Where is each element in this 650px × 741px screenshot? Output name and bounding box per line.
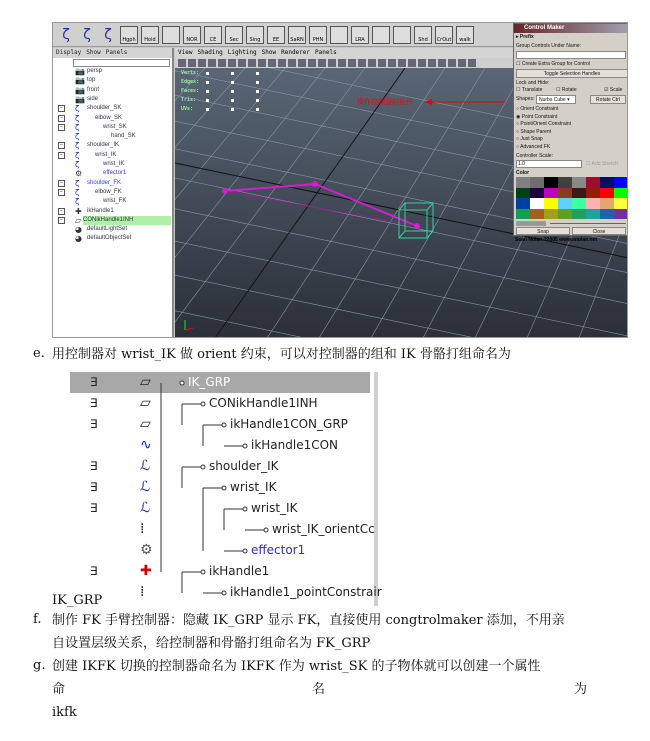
outliner-item-label: ikHandle1CON [251,438,339,452]
color-swatch[interactable] [614,198,628,209]
expand-toggle[interactable]: − [58,124,65,131]
viewport-tool-icon[interactable] [328,59,336,67]
group-icon: ▱ [140,374,151,390]
curve-icon: ∿ [140,437,152,453]
outliner-item[interactable]: shoulder_IK [87,142,120,149]
outliner-item-label: IK_GRP [188,375,231,389]
color-swatch[interactable] [586,177,600,188]
color-swatch[interactable] [614,209,628,220]
shelf-button[interactable] [372,26,390,44]
outliner-item[interactable]: CONikHandle1INH [83,216,171,225]
color-swatch[interactable] [530,209,544,220]
credit-text: Sean Nolan ?2005 www.snolan.net [515,237,598,243]
shelf-button[interactable]: EE [267,26,285,44]
shapes-label: Shapes: [516,96,535,102]
constraint-radio[interactable]: ○ Shape Parent [516,128,552,135]
outliner-item[interactable]: wrist_FK [103,198,127,205]
color-slider[interactable] [550,223,626,224]
scale-checkbox[interactable]: ☑ Scale [604,87,623,93]
color-swatch[interactable] [600,188,614,199]
outliner-item[interactable]: side [87,95,99,102]
outliner-item[interactable]: shoulder_SK [87,105,122,112]
step-g-line1: 创建 IKFK 切换的控制器命名为 IKFK 作为 wrist_SK 的子物体就可以创建一个属性 [52,659,541,674]
viewport-tool-icon[interactable] [418,59,426,67]
constraint-radio[interactable]: ○ Advanced FK [516,144,551,150]
color-preview [516,221,546,226]
step-g-word1: 命 [52,682,66,697]
hud-stat: Edges: [181,79,199,88]
camera-icon: 📷 [75,94,85,104]
joint-chain [225,184,417,226]
color-swatch[interactable] [572,209,586,220]
expand-toggle[interactable]: − [58,115,65,122]
outliner-menu [53,48,172,58]
step-e-continuation: IK_GRP [52,593,103,608]
annotation-text: 操作控制器的插件 [357,98,413,106]
joint-tool-icon[interactable]: ζ [62,26,70,43]
set-icon: ◕ [75,225,82,235]
rotate-ctrl-button[interactable]: Rotate Ctrl [590,95,626,104]
constraint-icon: ⁞ [140,521,145,537]
toggle-selection-handles-button[interactable]: Toggle Selection Handles [516,69,628,78]
viewport-tool-icon[interactable] [178,59,186,67]
joint-icon: ζ [75,197,80,207]
menu-item[interactable]: Display [56,49,82,56]
outliner-item-label: wrist_IK [251,501,298,515]
group-icon: ▱ [140,395,151,411]
effector-icon: ⚙ [75,169,83,179]
expand-toggle[interactable]: − [58,189,65,196]
expand-toggle[interactable]: − [58,180,65,187]
outliner-item[interactable]: front [87,86,100,93]
viewport-tool-icon[interactable] [348,59,356,67]
expand-toggle[interactable]: − [58,142,65,149]
color-swatch[interactable] [600,198,614,209]
color-swatch[interactable] [614,177,628,188]
shelf-button[interactable]: CrOut [435,26,453,44]
camera-icon: 📷 [75,67,85,76]
color-swatch[interactable] [544,177,558,188]
color-swatch[interactable] [530,177,544,188]
snap-button[interactable]: Snap [516,227,570,235]
outliner-filter-input[interactable] [73,59,170,67]
hud-stat: Verts: [181,70,199,79]
viewport-tool-icon[interactable] [268,59,276,67]
outliner-item-label: effector1 [251,543,306,557]
color-swatch[interactable] [516,177,530,188]
expand-toggle[interactable]: ∃ [90,417,98,431]
outliner-item[interactable]: hand_SK [111,133,136,140]
constraint-icon: ⁞ [140,584,145,600]
outliner-item-label: ikHandle1CON_GRP [230,417,348,431]
controller-scale-input[interactable]: 1.0 [516,160,582,168]
viewport-tool-icon[interactable] [228,59,236,67]
color-swatch[interactable] [530,198,544,209]
shelf-button[interactable] [393,26,411,44]
joint-icon: ζ [75,132,80,142]
shelf-button[interactable]: Sec [225,26,243,44]
viewport-tool-icon[interactable] [388,59,396,67]
group-label: Group Controls Under Name: [516,43,582,49]
outliner-item[interactable]: defaultObjectSet [87,235,132,242]
outliner-item-label: wrist_IK_orientCc [272,522,375,536]
maya-screenshot [52,22,628,338]
expand-toggle[interactable]: ∃ [90,459,98,473]
joint-icon: ζ [75,178,80,188]
constraint-radio[interactable]: ◉ Point Constraint [516,113,558,120]
menu-item[interactable]: Lighting [227,49,257,56]
color-swatch[interactable] [600,177,614,188]
ik-handle-icon: ✚ [140,563,152,579]
shelf-button[interactable]: SaRN [288,26,306,44]
step-g-word2: 名 [312,682,326,697]
group-name-input[interactable] [516,51,626,59]
outliner-item-label: ikHandle1 [209,564,270,578]
color-swatch[interactable] [516,188,530,199]
viewport-tool-icon[interactable] [368,59,376,67]
outliner-item-label: ikHandle1_pointConstrair [230,585,382,599]
color-swatch[interactable] [600,209,614,220]
joint-icon: ζ [75,150,80,160]
color-swatch[interactable] [614,188,628,199]
color-swatch[interactable] [558,198,572,209]
expand-toggle[interactable]: ∃ [90,375,98,389]
effector-icon: ⚙ [140,542,153,558]
viewport-tool-icon[interactable] [448,59,456,67]
camera-icon: 📷 [75,76,85,86]
shelf-button[interactable]: NOR [183,26,201,44]
ik-handle-line [225,191,417,226]
step-g-marker: g. [33,658,46,673]
viewport-tool-icon[interactable] [278,59,286,67]
hierarchy-lines [100,372,370,606]
outliner-item[interactable]: wrist_SK [103,123,127,130]
color-swatch[interactable] [572,177,586,188]
menu-item[interactable]: Show [261,49,277,56]
shelf-button[interactable]: Hgph [120,26,138,44]
outliner-item[interactable]: wrist_IK [95,151,117,158]
shelf-button[interactable]: Hold [141,26,159,44]
expand-toggle[interactable]: ∃ [90,396,98,410]
color-swatch[interactable] [544,198,558,209]
color-swatch[interactable] [558,188,572,199]
joint-icon: ζ [75,122,80,132]
group-icon: ▱ [140,416,151,432]
viewport-tool-icon[interactable] [428,59,436,67]
shelf-button[interactable] [330,26,348,44]
shelf-button[interactable]: Shd [414,26,432,44]
axis-gizmo-icon [185,320,193,330]
outliner-item[interactable]: ikHandle1 [87,207,114,214]
shelf-button[interactable]: CE [204,26,222,44]
shelf-button[interactable] [162,26,180,44]
viewport-tool-icon[interactable] [458,59,466,67]
shelf-button[interactable]: LRA [351,26,369,44]
expand-toggle[interactable]: ∃ [90,501,98,515]
constraint-radio[interactable]: ○ Just Snap [516,136,543,143]
joint-icon: ζ [75,160,80,169]
viewport-tool-icon[interactable] [258,59,266,67]
add-stretch-checkbox[interactable]: ☐ Add Stretch [586,161,618,167]
step-e-text: 用控制器对 wrist_IK 做 orient 约束，可以对控制器的组和 IK 骨骼打组命名为 [52,347,511,362]
expand-toggle[interactable]: − [58,208,65,215]
joint-icon: ζ [75,113,80,123]
hud-stat: Faces: [181,88,199,97]
menu-item[interactable]: Show [86,49,101,56]
expand-toggle[interactable]: − [58,105,65,112]
grid-axis-z [215,68,405,338]
menu-item[interactable]: Renderer [281,49,311,56]
expand-toggle[interactable]: − [58,217,65,224]
shelf-button[interactable]: PHN [309,26,327,44]
viewport-tool-icon[interactable] [298,59,306,67]
group-icon: ▱ [75,215,82,225]
shapes-dropdown[interactable]: Nurbs Cube ▾ [536,95,576,104]
joint-icon: ℒ [140,458,151,474]
constraint-radio[interactable]: ○ Orient Constraint [516,106,559,112]
outliner-panel [53,48,174,338]
menu-item[interactable]: Panels [105,49,128,56]
outliner-item[interactable]: effector1 [103,170,127,177]
hud-stat: UVs: [181,106,193,115]
viewport-tool-icon[interactable] [468,59,476,67]
viewport-tool-icon[interactable] [438,59,446,67]
camera-icon: 📷 [75,85,85,95]
color-swatch[interactable] [586,198,600,209]
outliner-item[interactable]: persp [87,68,103,74]
color-swatch[interactable] [558,177,572,188]
outliner-item[interactable]: elbow_FK [95,188,122,195]
constraint-radio[interactable]: ○ Point/Orient Constraint [516,121,572,128]
joint-tool-icon[interactable]: ζ [104,26,112,43]
viewport-tool-icon[interactable] [208,59,216,67]
color-swatch[interactable] [572,198,586,209]
color-swatch[interactable] [516,209,530,220]
ik-handle-icon: ✚ [75,206,82,216]
step-g-line3: ikfk [52,705,77,720]
color-swatch[interactable] [572,188,586,199]
control-maker-window [513,23,628,236]
color-palette[interactable] [516,177,628,219]
translate-checkbox[interactable]: ☐ Translate [516,87,543,93]
menu-item[interactable]: Shading [197,49,223,56]
extra-group-checkbox[interactable]: ☐ Create Extra Group for Control [516,61,590,67]
color-swatch[interactable] [586,209,600,220]
color-swatch[interactable] [516,198,530,209]
viewport-tool-icon[interactable] [308,59,316,67]
viewport-tool-icon[interactable] [378,59,386,67]
joint-icon: ℒ [140,500,151,516]
color-swatch[interactable] [544,188,558,199]
joint-icon: ζ [75,141,80,151]
outliner-item-label: CONikHandle1INH [209,396,318,410]
lock-hide-label: Lock and Hide: [516,80,550,86]
shelf-button[interactable]: Sing [246,26,264,44]
viewport-tool-icon[interactable] [338,59,346,67]
outliner-item-label: shoulder_IK [209,459,279,473]
expand-toggle[interactable]: ∃ [90,480,98,494]
joint-tool-icon[interactable]: ζ [83,26,91,43]
expand-toggle[interactable]: ∃ [90,564,98,578]
expand-toggle[interactable]: − [58,152,65,159]
viewport-tool-icon[interactable] [218,59,226,67]
step-f-marker: f. [33,612,42,627]
shelf-button[interactable]: walk [456,26,474,44]
set-icon: ◕ [75,234,82,244]
close-button[interactable]: Close [572,227,626,235]
viewport-tool-icon[interactable] [358,59,366,67]
viewport-tool-icon[interactable] [248,59,256,67]
outliner-item[interactable]: wrist_IK [103,161,125,167]
viewport-tool-icon[interactable] [398,59,406,67]
viewport-tool-icon[interactable] [318,59,326,67]
viewport-tool-icon[interactable] [288,59,296,67]
menu-item[interactable]: Panels [315,49,337,56]
joint-icon: ℒ [140,479,151,495]
color-swatch[interactable] [530,188,544,199]
joint-icon: ζ [75,104,80,114]
outliner-item[interactable]: shoulder_FK [87,179,122,186]
annotation-arrow-icon [425,98,505,106]
hud-stat: Tris: [181,97,196,106]
outliner-item-label: wrist_IK [230,480,277,494]
rotate-checkbox[interactable]: ☐ Rotate [556,87,577,93]
prefix-section[interactable]: ▸ Prefix [516,34,534,40]
step-f-line1: 制作 FK 手臂控制器：隐藏 IK_GRP 显示 FK，直接使用 congtrolmaker 添加，不用亲 [52,613,565,628]
color-swatch[interactable] [586,188,600,199]
color-swatch[interactable] [544,209,558,220]
color-label: Color [516,170,530,176]
outliner-item[interactable]: defaultLightSet [87,226,128,233]
joint-icon: ζ [75,187,80,197]
window-title: Control Maker [514,24,628,33]
step-e-marker: e. [33,346,45,361]
viewport-tool-icon[interactable] [408,59,416,67]
viewport-tool-icon[interactable] [198,59,206,67]
controller-scale-label: Controller Scale: [516,153,553,159]
step-g-word3: 为 [574,682,588,697]
color-swatch[interactable] [558,209,572,220]
viewport-tool-icon[interactable] [188,59,196,67]
outliner-item[interactable]: elbow_SK [95,114,123,121]
step-f-line2: 自设置层级关系，给控制器和骨骼打组命名为 FK_GRP [52,636,371,651]
outliner-screenshot [90,372,382,606]
viewport-tool-icon[interactable] [238,59,246,67]
menu-item[interactable]: View [178,49,193,56]
outliner-item[interactable]: top [87,77,96,84]
